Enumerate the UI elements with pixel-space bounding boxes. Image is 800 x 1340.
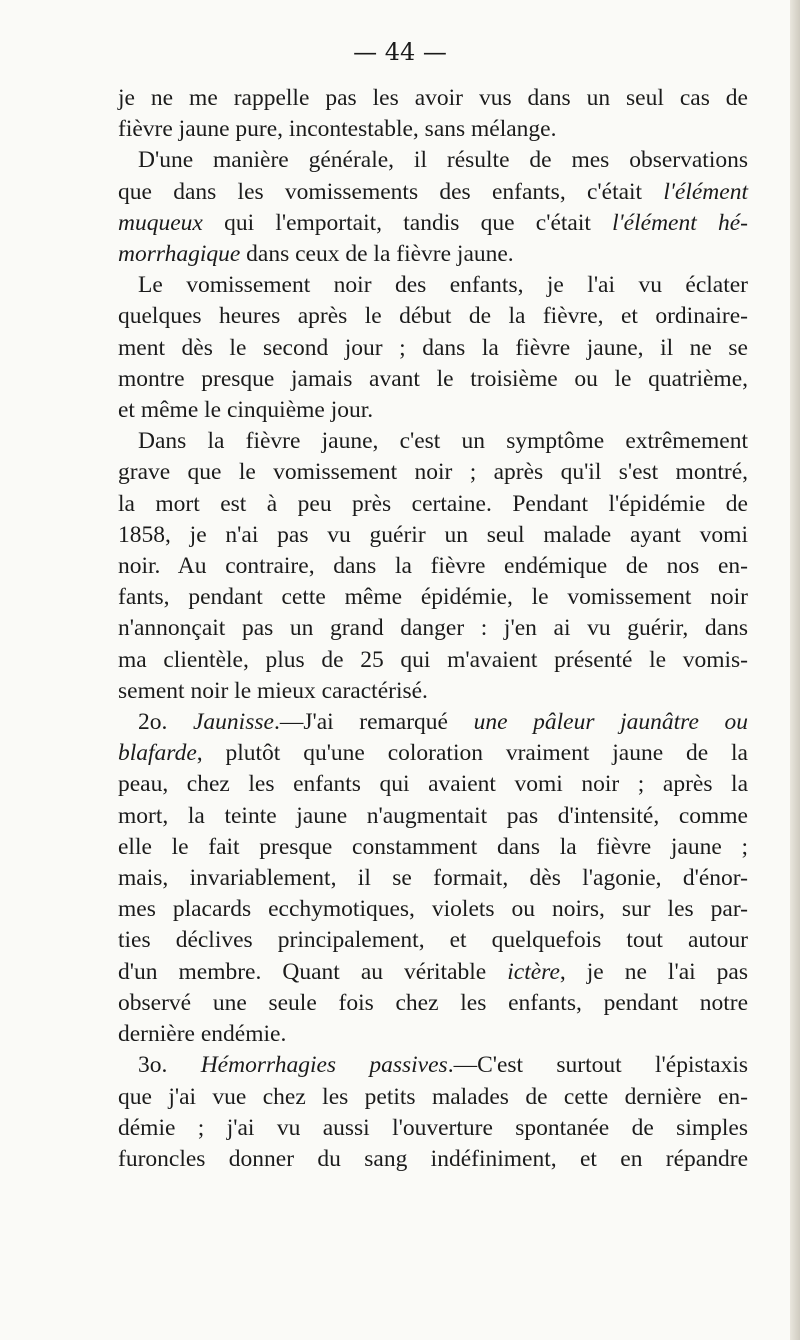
text-line <box>118 145 748 176</box>
text-line <box>118 426 748 457</box>
text-line <box>118 520 748 551</box>
text-segment: ties déclives principalement, et quelquefois tout autour <box>118 927 748 954</box>
text-line <box>118 769 748 800</box>
italic-text: morrhagique <box>118 241 241 268</box>
text-segment: quelques heures après le début de la fièvre, et ordinaire- <box>118 303 748 330</box>
text-line <box>118 925 748 956</box>
text-line <box>118 582 748 613</box>
text-segment: n'annonçait pas un grand danger : j'en ai vu guérir, dans <box>118 615 748 642</box>
text-line <box>118 114 748 145</box>
text-segment: 1858, je n'ai pas vu guérir un seul malade ayant vomi <box>118 521 748 548</box>
text-segment: 2o. <box>138 709 193 736</box>
text-line <box>118 1050 748 1081</box>
italic-text: l'élément <box>663 178 748 205</box>
text-segment: 3o. <box>138 1052 201 1079</box>
text-line <box>118 551 748 582</box>
text-line <box>118 863 748 894</box>
text-line <box>118 801 748 832</box>
text-line <box>118 957 748 988</box>
text-line <box>118 832 748 863</box>
text-line <box>118 676 748 707</box>
text-segment: mais, invariablement, il se formait, dès l'agonie, d'énor- <box>118 865 748 892</box>
text-line <box>118 457 748 488</box>
text-segment: Dans la fièvre jaune, c'est un symptôme extrêmement <box>138 428 748 455</box>
text-segment: observé une seule fois chez les enfants, pendant notre <box>118 989 748 1016</box>
text-line <box>118 301 748 332</box>
italic-text: blafarde <box>118 740 197 767</box>
text-segment: fièvre jaune pure, incontestable, sans mélange. <box>118 116 557 143</box>
text-segment: sement noir le mieux caractérisé. <box>118 677 428 704</box>
text-segment: grave que le vomissement noir ; après qu'il s'est montré, <box>118 459 748 486</box>
text-line <box>118 645 748 676</box>
text-line <box>118 1144 748 1175</box>
italic-text: ictère <box>507 958 560 985</box>
text-segment: ment dès le second jour ; dans la fièvre jaune, il ne se <box>118 334 748 361</box>
italic-text: muqueux <box>118 209 203 236</box>
text-segment: que j'ai vue chez les petits malades de cette dernière en- <box>118 1083 748 1110</box>
text-line <box>118 239 748 270</box>
text-line <box>118 270 748 301</box>
text-line <box>118 208 748 239</box>
text-segment: ma clientèle, plus de 25 qui m'avaient présenté le vomis- <box>118 646 748 673</box>
text-segment: .—J'ai remarqué <box>273 709 474 736</box>
text-segment: .—C'est surtout l'épistaxis <box>447 1052 749 1079</box>
text-segment: , je ne l'ai pas <box>559 958 748 985</box>
text-segment: mes placards ecchymotiques, violets ou noirs, sur les par- <box>118 896 748 923</box>
text-segment: mort, la teinte jaune n'augmentait pas d'intensité, comme <box>118 802 748 829</box>
text-segment: furoncles donner du sang indéfiniment, et en répandre <box>118 1145 748 1172</box>
italic-text: Jaunisse <box>193 709 274 736</box>
body-text <box>118 83 748 1175</box>
text-line <box>118 988 748 1019</box>
text-line <box>118 613 748 644</box>
text-segment: que dans les vomissements des enfants, c'était <box>118 178 664 205</box>
text-segment: elle le fait presque constamment dans la fièvre jaune ; <box>118 833 748 860</box>
text-line <box>118 177 748 208</box>
text-line <box>118 395 748 426</box>
italic-text: l'élément hé- <box>612 209 748 236</box>
text-segment: peau, chez les enfants qui avaient vomi noir ; après la <box>118 771 748 798</box>
text-line <box>118 738 748 769</box>
text-segment: la mort est à peu près certaine. Pendant l'épidémie de <box>118 490 748 517</box>
text-segment: et même le cinquième jour. <box>118 397 374 424</box>
text-segment: Le vomissement noir des enfants, je l'ai vu éclater <box>138 272 748 299</box>
text-line <box>118 894 748 925</box>
text-segment: je ne me rappelle pas les avoir vus dans un seul cas de <box>118 85 748 111</box>
page-number: — 44 — <box>353 38 447 66</box>
text-segment: d'un membre. Quant au véritable <box>118 958 508 985</box>
text-segment: dans ceux de la fièvre jaune. <box>240 241 514 268</box>
text-line <box>118 83 748 114</box>
text-segment: dernière endémie. <box>118 1021 287 1048</box>
text-segment: montre presque jamais avant le troisième ou le quatrième, <box>118 365 748 392</box>
italic-text: Hémorrhagies passives <box>200 1052 448 1079</box>
text-line <box>118 1082 748 1113</box>
text-segment: noir. Au contraire, dans la fièvre endémique de nos en- <box>118 553 748 580</box>
text-segment: qui l'emportait, tandis que c'était <box>202 209 613 236</box>
text-segment: fants, pendant cette même épidémie, le vomissement noir <box>118 584 748 611</box>
text-line <box>118 707 748 738</box>
text-line <box>118 1019 748 1050</box>
text-segment: D'une manière générale, il résulte de mes observations <box>138 147 748 174</box>
text-segment: démie ; j'ai vu aussi l'ouverture spontanée de simples <box>118 1114 748 1141</box>
text-line <box>118 489 748 520</box>
text-segment: , plutôt qu'une coloration vraiment jaune de la <box>196 740 748 767</box>
italic-text: une pâleur jaunâtre ou <box>473 709 749 736</box>
text-line <box>118 1113 748 1144</box>
text-line <box>118 333 748 364</box>
text-line <box>118 364 748 395</box>
page-edge <box>790 0 800 1340</box>
